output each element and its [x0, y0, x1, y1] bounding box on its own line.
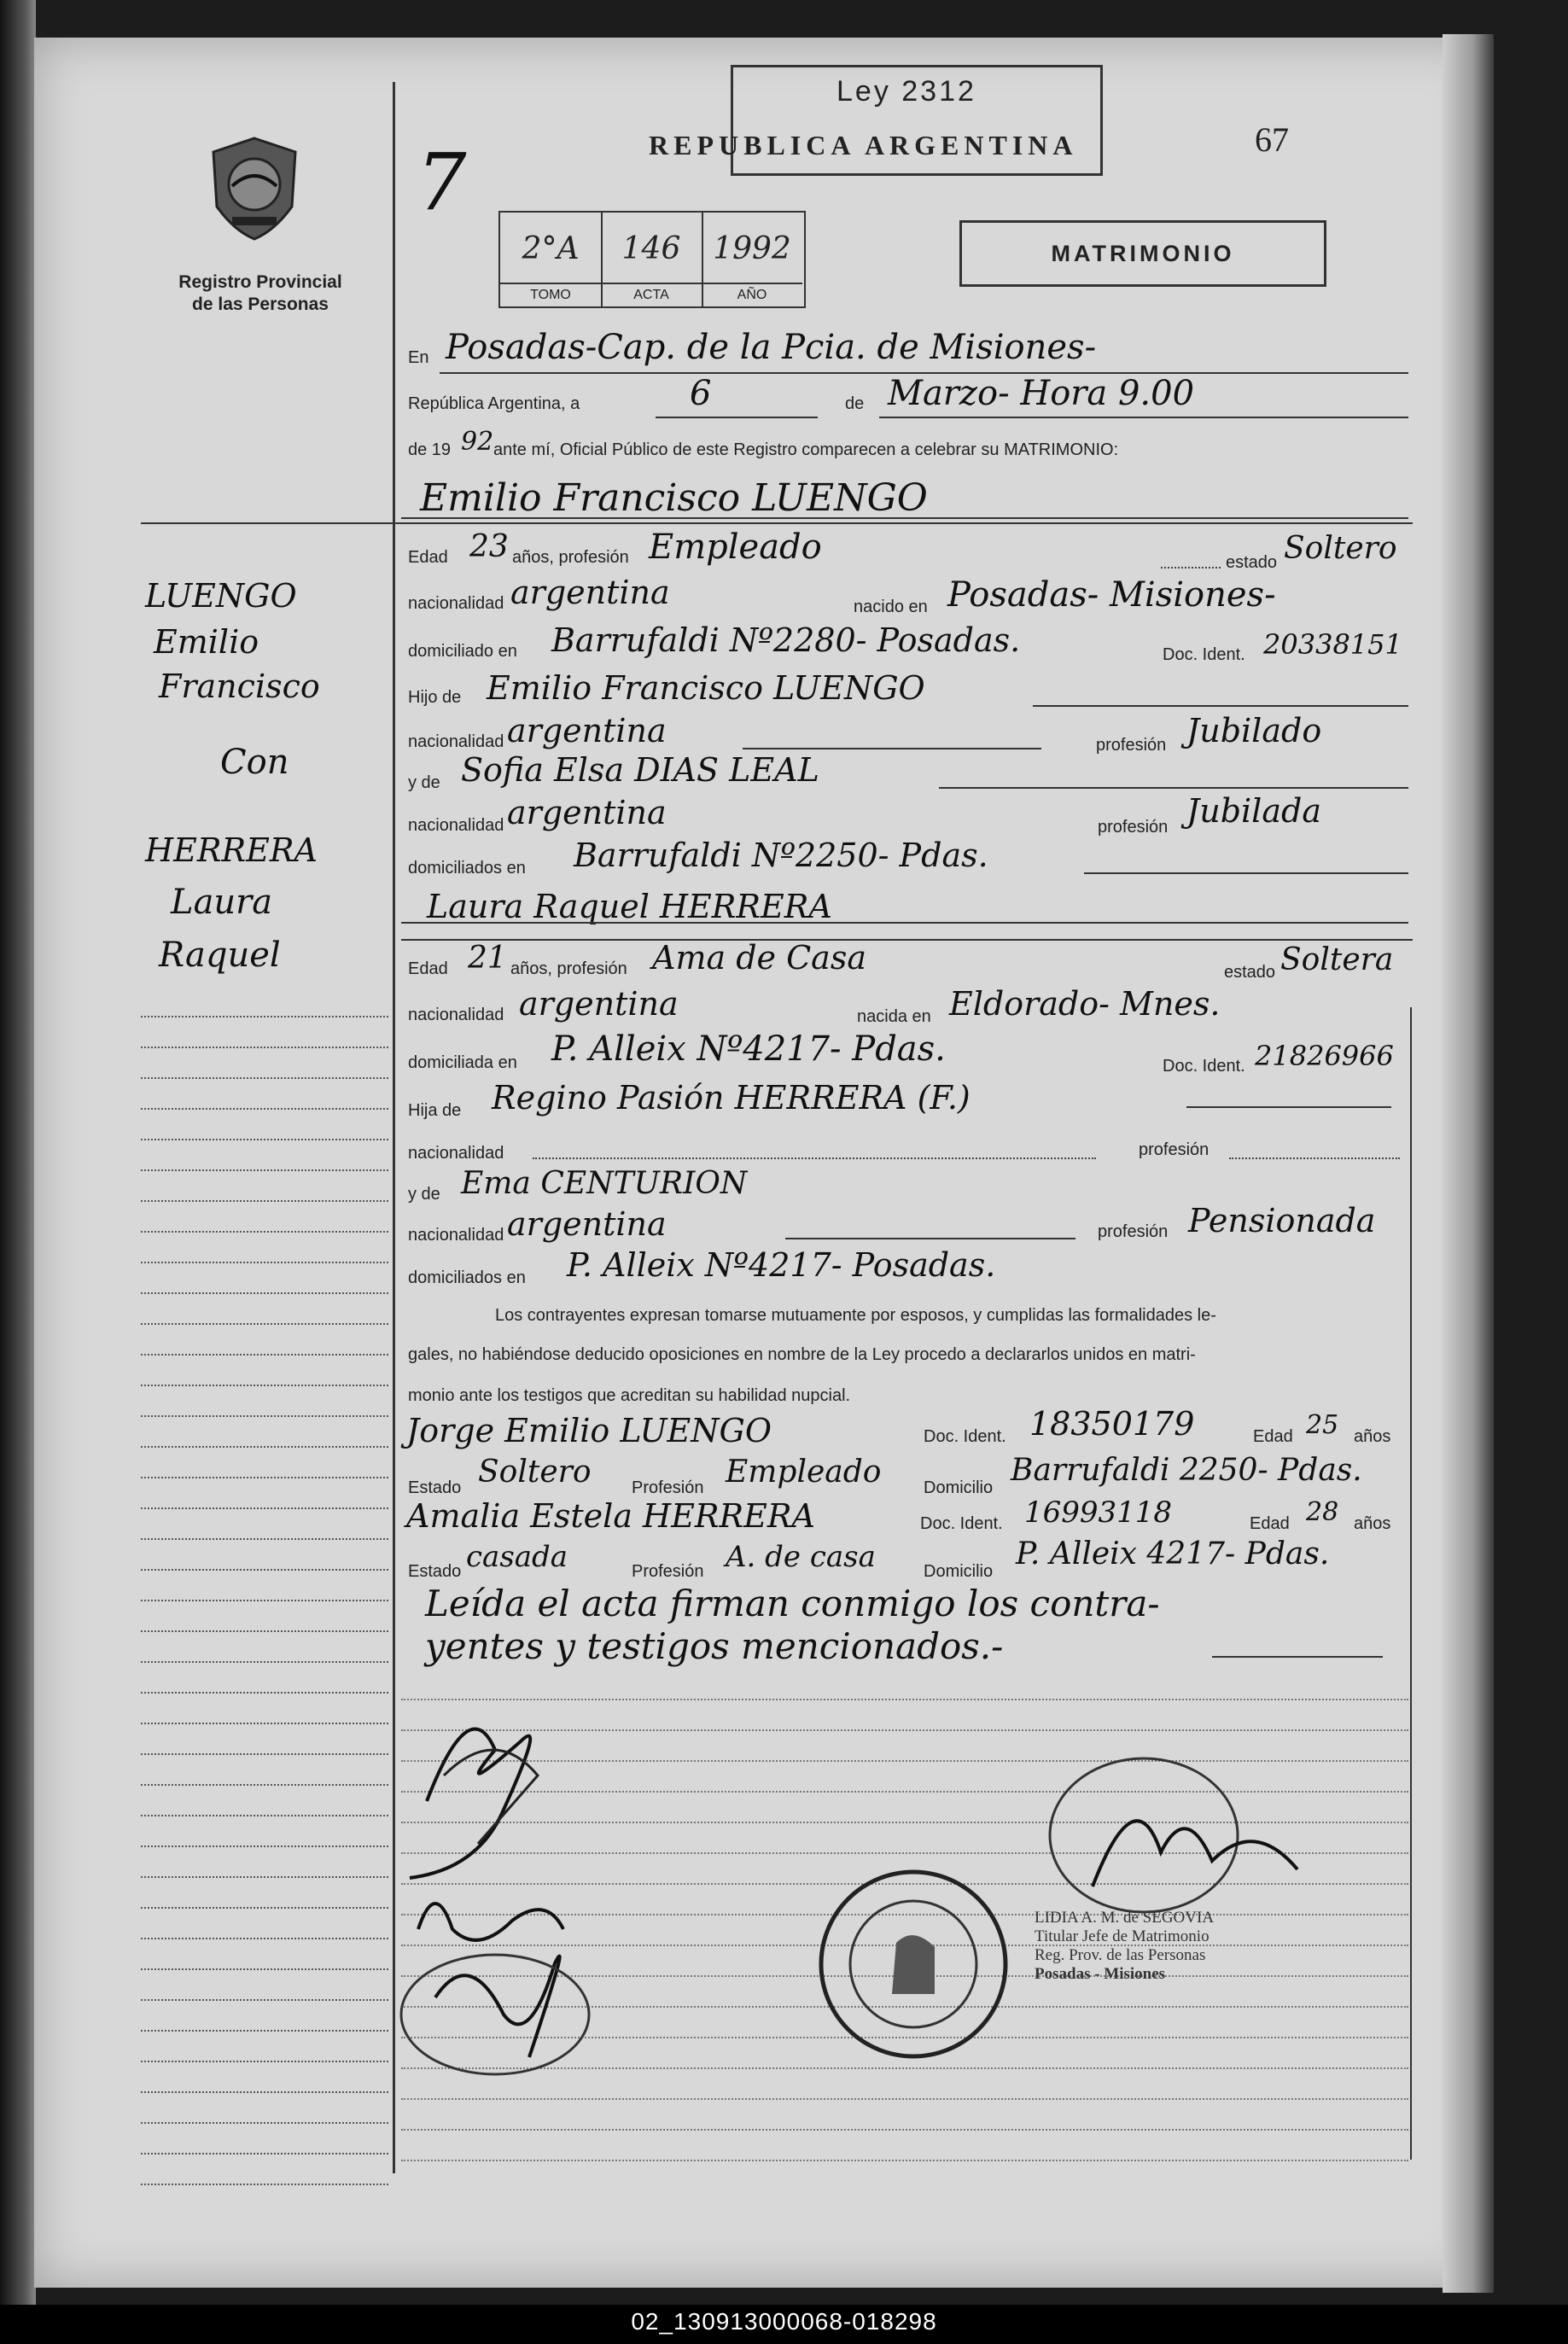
groom-father-nat-line — [743, 748, 1041, 749]
official-office: Reg. Prov. de las Personas — [1035, 1946, 1206, 1964]
bride-nationality: argentina — [519, 985, 679, 1023]
margin-rule-line — [141, 1262, 388, 1263]
margin-rule-line — [141, 1507, 388, 1509]
day-line — [656, 417, 818, 418]
anio-value: 1992 — [713, 231, 791, 266]
witness-signatures — [376, 1673, 649, 2083]
margin-name-7: Raquel — [159, 936, 281, 975]
margin-rule-line — [141, 1876, 388, 1878]
book-spine — [0, 0, 36, 2344]
margin-rule-line — [141, 1569, 388, 1571]
margin-rule-line — [141, 2184, 388, 2185]
groom-mother-nationality: argentina — [507, 794, 667, 831]
witness2-profesion-label: Profesión — [632, 1562, 704, 1581]
groom-estado-label: estado — [1226, 553, 1278, 572]
groom-doc-label: Doc. Ident. — [1163, 645, 1245, 664]
margin-rule-line — [141, 1415, 388, 1417]
de-label: de — [845, 394, 865, 413]
official-location: Posadas - Misiones — [1035, 1965, 1166, 1983]
margin-rule-line — [141, 1231, 388, 1233]
closing-line — [1212, 1656, 1383, 1658]
margin-rule-line — [141, 1354, 388, 1356]
margin-rule-line — [141, 1753, 388, 1755]
margin-rule-line — [141, 2030, 388, 2032]
margin-rule-line — [141, 1139, 388, 1140]
groom-father-line — [1033, 705, 1408, 707]
witness1-anios-label: años — [1354, 1427, 1391, 1446]
margin-rule-line — [141, 1938, 388, 1939]
bride-father: Regino Pasión HERRERA (F.) — [492, 1079, 971, 1117]
groom-hijo-label: Hijo de — [408, 688, 462, 707]
margin-rule-line — [141, 1784, 388, 1786]
bride-edad-label: Edad — [408, 959, 448, 978]
tomo-label: TOMO — [500, 283, 601, 303]
bride-doc-label: Doc. Ident. — [1163, 1057, 1245, 1076]
margin-rule-line — [141, 2061, 388, 2062]
registry-seal-icon — [815, 1866, 1011, 2062]
margin-rule-line — [141, 2153, 388, 2154]
witness1-domicilio-label: Domicilio — [924, 1478, 994, 1497]
margin-rule-line — [141, 1323, 388, 1325]
witness1-estado: Soltero — [478, 1455, 592, 1490]
republica-label: República Argentina, a — [408, 394, 580, 413]
en-label: En — [408, 348, 429, 367]
declaration-line-1: Los contrayentes expresan tomarse mutuamente por esposos, y cumplidas las formalidades le- — [495, 1306, 1216, 1325]
margin-rule-line — [141, 1815, 388, 1816]
bride-name-line — [401, 922, 1408, 924]
margin-rule-line — [141, 1661, 388, 1663]
bride-mother-nationality: argentina — [507, 1205, 667, 1243]
groom-mother-prof-label: profesión — [1098, 818, 1169, 837]
bride-profession: Ama de Casa — [652, 939, 866, 977]
witness2-doc: 16993118 — [1024, 1496, 1173, 1530]
groom-father-nationality: argentina — [507, 712, 667, 749]
groom-father-profession: Jubilado — [1186, 712, 1322, 749]
body-rule-line — [401, 2129, 1408, 2131]
groom-estado: Soltero — [1284, 531, 1397, 566]
bride-nacida-label: nacida en — [857, 1007, 931, 1026]
groom-nationality: argentina — [510, 574, 670, 611]
tomo-value: 2°A — [522, 231, 580, 266]
margin-rule-line — [141, 1292, 388, 1294]
page-number: 67 — [1255, 120, 1289, 159]
groom-name: Emilio Francisco LUENGO — [420, 476, 928, 520]
month-line — [879, 417, 1408, 418]
closing-line-1: Leída el acta firman conmigo los contra- — [425, 1583, 1160, 1624]
groom-yde-label: y de — [408, 773, 440, 792]
margin-name-5: HERRERA — [145, 831, 318, 869]
margin-rule-line — [141, 1538, 388, 1540]
bride-profesion-label: años, profesión — [510, 959, 627, 978]
groom-edad-label: Edad — [408, 548, 448, 567]
margin-rule-line — [141, 1047, 388, 1048]
witness2-doc-label: Doc. Ident. — [920, 1514, 1003, 1533]
separator-groom — [141, 522, 1413, 524]
image-filename: 02_130913000068-018298 — [631, 2308, 937, 2335]
margin-rule-line — [141, 1016, 388, 1017]
declaration-line-3: monio ante los testigos que acreditan su habilidad nupcial. — [408, 1386, 851, 1405]
year-value: 92 — [461, 427, 494, 457]
separator-bride — [401, 939, 1413, 941]
folio-mark: 7 — [417, 137, 467, 228]
registry-line-2: de las Personas — [192, 294, 329, 314]
closing-line-2: yentes y testigos mencionados.- — [425, 1625, 1004, 1667]
margin-name-6: Laura — [171, 883, 273, 922]
ley-stamp: Ley 2312 — [836, 75, 976, 108]
witness2-anios-label: años — [1354, 1514, 1391, 1533]
witness1-doc-label: Doc. Ident. — [924, 1427, 1006, 1446]
bride-age: 21 — [468, 941, 507, 976]
groom-profession: Empleado — [649, 528, 822, 567]
bride-address: P. Alleix Nº4217- Pdas. — [551, 1029, 946, 1069]
acta-box — [498, 211, 806, 308]
bride-name: Laura Raquel HERRERA — [427, 888, 832, 925]
bride-mother-profession: Pensionada — [1188, 1202, 1376, 1239]
groom-father-prof-label: profesión — [1096, 736, 1167, 755]
witness1-profession: Empleado — [726, 1455, 882, 1490]
bride-estado-label: estado — [1224, 963, 1276, 982]
groom-father: Emilio Francisco LUENGO — [487, 669, 925, 707]
bride-domiciliados-label: domiciliados en — [408, 1268, 526, 1287]
groom-mother-nac-label: nacionalidad — [408, 816, 504, 835]
register-sheet — [34, 38, 1485, 2288]
groom-nacionalidad-label: nacionalidad — [408, 594, 504, 613]
place-value: Posadas-Cap. de la Pcia. de Misiones- — [446, 328, 1097, 367]
witness2-estado-label: Estado — [408, 1562, 462, 1581]
groom-estado-dots — [1161, 567, 1221, 569]
margin-rule-line — [141, 2122, 388, 2124]
margin-rule-line — [141, 1968, 388, 1970]
witness1-age: 25 — [1306, 1410, 1339, 1440]
bride-hija-label: Hija de — [408, 1101, 462, 1120]
registry-line-1: Registro Provincial — [178, 272, 342, 292]
witness1-estado-label: Estado — [408, 1478, 462, 1497]
groom-name-line — [401, 517, 1408, 519]
witness2-age: 28 — [1306, 1497, 1339, 1527]
acta-label: ACTA — [601, 283, 702, 303]
official-title: Titular Jefe de Matrimonio — [1035, 1927, 1210, 1945]
year-suffix: ante mí, Oficial Público de este Registro comparecen a celebrar su MATRIMONIO: — [493, 440, 1119, 459]
bride-parents-address: P. Alleix Nº4217- Posadas. — [567, 1246, 996, 1284]
month-time-value: Marzo- Hora 9.00 — [888, 374, 1195, 413]
margin-name-1: LUENGO — [145, 577, 297, 615]
margin-rule-line — [141, 2091, 388, 2093]
groom-mother-line — [939, 787, 1408, 789]
witness1-edad-label: Edad — [1253, 1427, 1293, 1446]
margin-rule-line — [141, 1600, 388, 1601]
witness2-edad-label: Edad — [1250, 1514, 1290, 1533]
margin-rule-line — [141, 1723, 388, 1724]
witness1-doc: 18350179 — [1029, 1405, 1195, 1443]
body-rule-line — [401, 2098, 1408, 2100]
witness1-profesion-label: Profesión — [632, 1478, 704, 1497]
registry-crest-icon — [207, 135, 302, 242]
groom-domiciliado-label: domiciliado en — [408, 642, 517, 661]
witness1-address: Barrufaldi 2250- Pdas. — [1011, 1453, 1362, 1488]
margin-rule-line — [141, 1077, 388, 1079]
groom-father-nac-label: nacionalidad — [408, 732, 504, 751]
groom-mother-profession: Jubilada — [1186, 792, 1321, 830]
margin-rule-line — [141, 1907, 388, 1909]
official-signature — [1041, 1724, 1323, 1921]
acta-value: 146 — [621, 231, 681, 266]
margin-rule-line — [141, 1169, 388, 1171]
margin-rule-line — [141, 1108, 388, 1110]
groom-parents-address: Barrufaldi Nº2250- Pdas. — [574, 837, 988, 874]
margin-rule-line — [141, 1385, 388, 1386]
bride-mother-nac-label: nacionalidad — [408, 1226, 504, 1245]
witness2-estado: casada — [466, 1540, 568, 1574]
margin-rule-line — [141, 1845, 388, 1847]
bride-father-line — [1186, 1106, 1391, 1108]
bride-estado: Soltera — [1280, 942, 1394, 977]
groom-domiciliados-label: domiciliados en — [408, 859, 526, 878]
bride-doc: 21826966 — [1255, 1040, 1394, 1072]
groom-parents-line — [1084, 872, 1408, 874]
declaration-line-2: gales, no habiéndose deducido oposiciones en nombre de la Ley procedo a declararlos unidos en matri- — [408, 1345, 1196, 1364]
day-value: 6 — [690, 374, 712, 413]
margin-name-4: Con — [220, 743, 289, 782]
bride-father-prof-label: profesión — [1139, 1140, 1210, 1159]
bride-mother: Ema CENTURION — [461, 1166, 748, 1201]
bride-father-prof-dots — [1229, 1157, 1400, 1159]
record-type-box: MATRIMONIO — [959, 220, 1326, 287]
margin-rule-line — [141, 1692, 388, 1694]
official-stamp — [1035, 1909, 1214, 1984]
margin-rule-line — [141, 1477, 388, 1478]
year-prefix: de 19 — [408, 440, 452, 459]
witness1-name: Jorge Emilio LUENGO — [406, 1412, 772, 1449]
margin-rule-line — [141, 1446, 388, 1448]
bride-domiciliada-label: domiciliada en — [408, 1053, 517, 1072]
witness2-address: P. Alleix 4217- Pdas. — [1016, 1536, 1330, 1571]
witness2-domicilio-label: Domicilio — [924, 1562, 994, 1581]
body-rule-line — [401, 2160, 1408, 2161]
bride-mother-nat-line — [785, 1238, 1075, 1239]
groom-doc: 20338151 — [1263, 628, 1402, 661]
bride-mother-prof-label: profesión — [1098, 1222, 1169, 1241]
bride-father-nac-label: nacionalidad — [408, 1144, 504, 1163]
page-edge — [1443, 34, 1494, 2293]
right-rule — [1410, 1007, 1412, 2160]
bride-birthplace: Eldorado- Mnes. — [949, 985, 1221, 1023]
margin-name-2: Emilio — [154, 623, 259, 661]
margin-rule-line — [141, 1200, 388, 1202]
groom-mother: Sofia Elsa DIAS LEAL — [461, 751, 819, 789]
bride-nacionalidad-label: nacionalidad — [408, 1006, 504, 1024]
margin-rule-line — [141, 1999, 388, 2001]
official-name: LIDIA A. M. de SEGOVIA — [1035, 1909, 1215, 1927]
margin-rule-line — [141, 1630, 388, 1632]
groom-address: Barrufaldi Nº2280- Posadas. — [551, 621, 1021, 659]
registry-name — [162, 271, 358, 316]
groom-age: 23 — [469, 529, 509, 564]
bride-father-nat-dots — [533, 1157, 1096, 1159]
groom-nacido-label: nacido en — [854, 598, 928, 616]
groom-birthplace: Posadas- Misiones- — [947, 575, 1276, 615]
anio-label: AÑO — [702, 283, 802, 303]
country-title: REPUBLICA ARGENTINA — [649, 130, 1078, 160]
groom-profesion-label: años, profesión — [512, 548, 629, 567]
witness2-profession: A. de casa — [726, 1540, 876, 1574]
witness2-name: Amalia Estela HERRERA — [406, 1497, 815, 1535]
bride-yde-label: y de — [408, 1185, 440, 1204]
margin-name-3: Francisco — [159, 668, 320, 705]
